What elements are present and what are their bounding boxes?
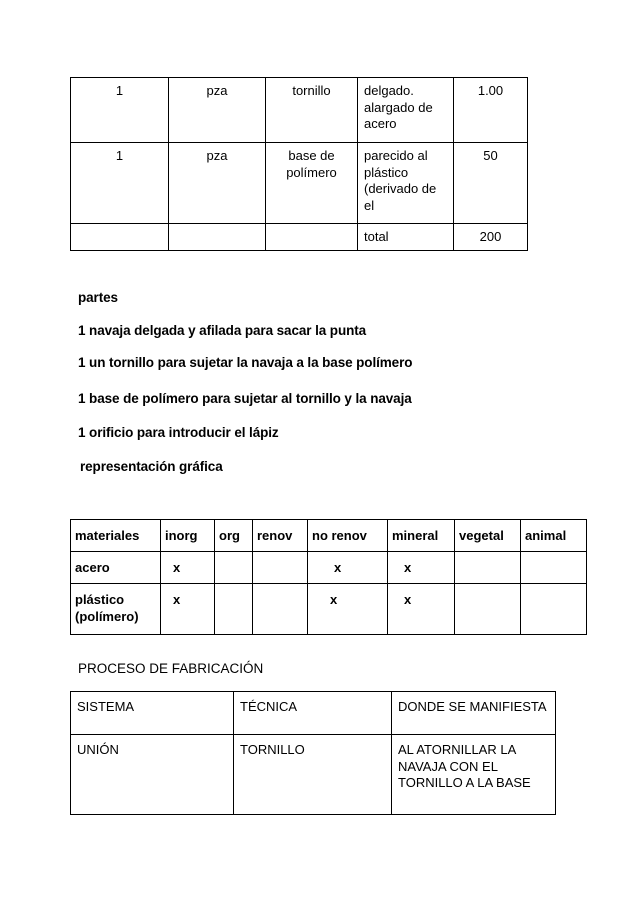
column-header: inorg xyxy=(161,520,215,552)
parts-table xyxy=(70,77,528,251)
empty-cell xyxy=(71,224,169,251)
value-cell: 1.00 xyxy=(454,78,528,143)
table-row xyxy=(71,78,528,143)
system-cell: UNIÓN xyxy=(71,735,234,815)
materials-table xyxy=(70,519,587,635)
column-header: DONDE SE MANIFIESTA xyxy=(392,692,556,735)
table-cell xyxy=(215,584,253,635)
description-cell: delgado. alargado de acero xyxy=(358,78,454,143)
part-line-3: 1 base de polímero para sujetar al tornillo y la navaja xyxy=(78,391,412,406)
part-line-2: 1 un tornillo para sujetar la navaja a la base polímero xyxy=(78,355,413,370)
representation-heading: representación gráfica xyxy=(80,459,223,474)
table-row xyxy=(71,224,528,251)
table-cell xyxy=(521,584,587,635)
table-cell xyxy=(455,552,521,584)
table-cell xyxy=(455,584,521,635)
part-line-4: 1 orificio para introducir el lápiz xyxy=(78,425,279,440)
value-cell: 50 xyxy=(454,143,528,224)
total-value-cell: 200 xyxy=(454,224,528,251)
table-row xyxy=(71,143,528,224)
partes-heading: partes xyxy=(78,290,118,305)
process-table xyxy=(70,691,556,815)
table-row xyxy=(71,735,556,815)
column-header: animal xyxy=(521,520,587,552)
description-cell: parecido al plástico (derivado de el xyxy=(358,143,454,224)
table-header-row xyxy=(71,692,556,735)
process-title: PROCESO DE FABRICACIÓN xyxy=(78,661,264,676)
total-label-cell: total xyxy=(358,224,454,251)
table-cell: x xyxy=(308,552,388,584)
table-cell xyxy=(521,552,587,584)
column-header: renov xyxy=(253,520,308,552)
technique-cell: TORNILLO xyxy=(234,735,392,815)
empty-cell xyxy=(266,224,358,251)
table-row xyxy=(71,584,587,635)
column-header: SISTEMA xyxy=(71,692,234,735)
column-header: materiales xyxy=(71,520,161,552)
column-header: org xyxy=(215,520,253,552)
table-cell: x xyxy=(161,552,215,584)
table-row xyxy=(71,552,587,584)
table-cell xyxy=(215,552,253,584)
quantity-cell: 1 xyxy=(71,78,169,143)
column-header: mineral xyxy=(388,520,455,552)
table-cell: x xyxy=(161,584,215,635)
column-header: vegetal xyxy=(455,520,521,552)
table-cell xyxy=(253,584,308,635)
manifest-cell: AL ATORNILLAR LA NAVAJA CON EL TORNILLO A LA BASE xyxy=(392,735,556,815)
part-line-1: 1 navaja delgada y afilada para sacar la punta xyxy=(78,323,367,338)
table-cell: x xyxy=(388,552,455,584)
table-cell: x xyxy=(388,584,455,635)
part-cell: tornillo xyxy=(266,78,358,143)
part-cell: base de polímero xyxy=(266,143,358,224)
table-header-row xyxy=(71,520,587,552)
table-cell xyxy=(253,552,308,584)
unit-cell: pza xyxy=(169,78,266,143)
column-header: no renov xyxy=(308,520,388,552)
material-name-cell: plástico (polímero) xyxy=(71,584,161,635)
quantity-cell: 1 xyxy=(71,143,169,224)
material-name-cell: acero xyxy=(71,552,161,584)
table-cell: x xyxy=(308,584,388,635)
column-header: TÉCNICA xyxy=(234,692,392,735)
unit-cell: pza xyxy=(169,143,266,224)
empty-cell xyxy=(169,224,266,251)
